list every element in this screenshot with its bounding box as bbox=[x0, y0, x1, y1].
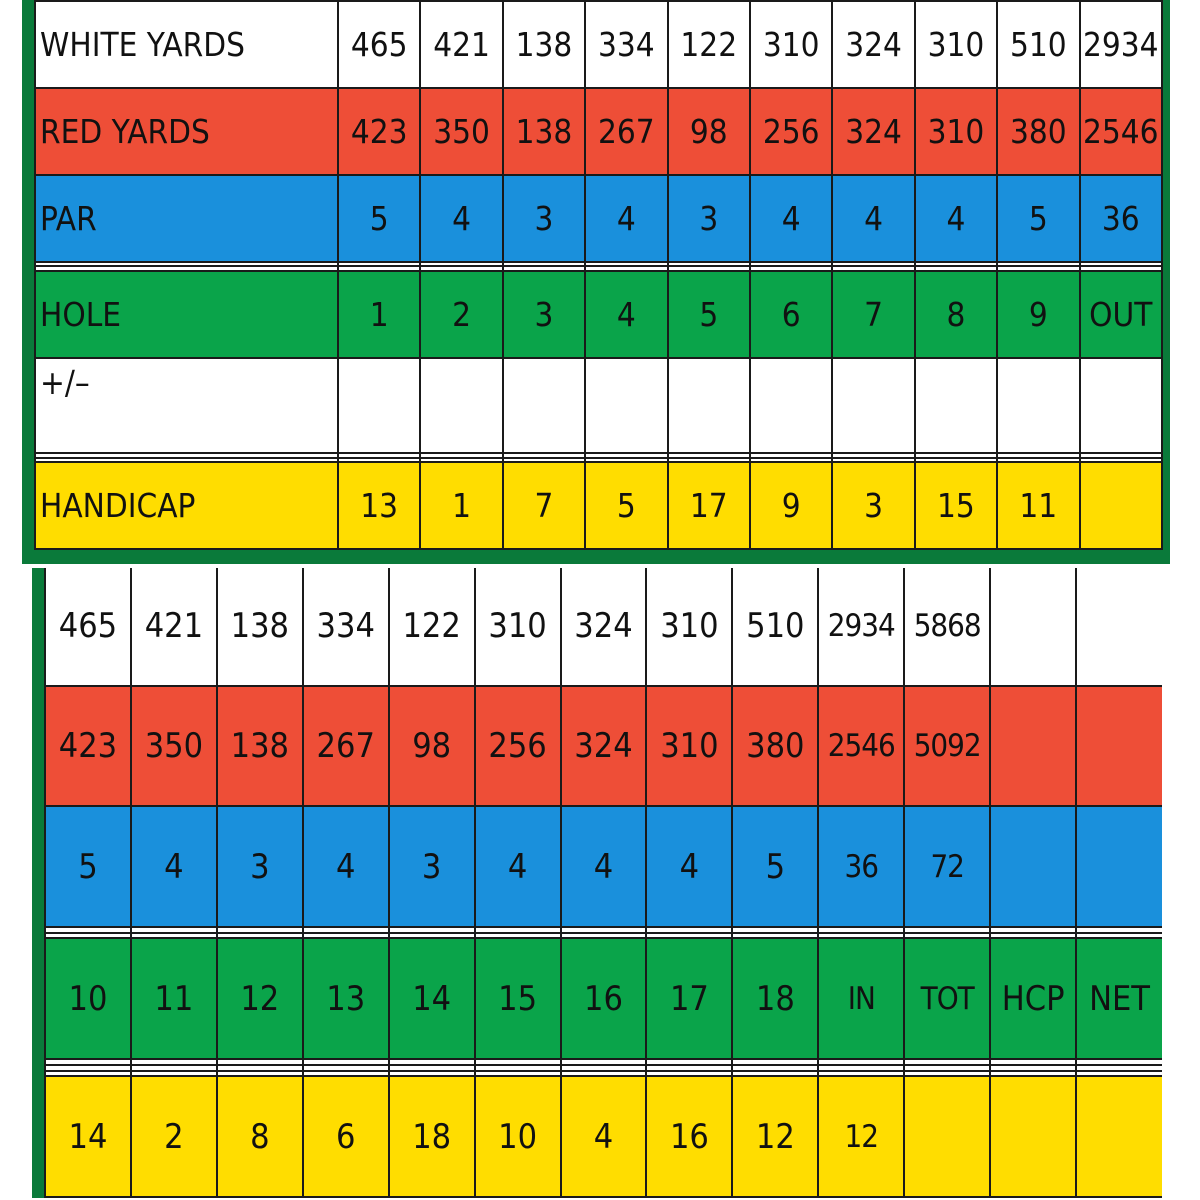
value-cell: 465 bbox=[45, 568, 131, 686]
value-cell: 310 bbox=[750, 1, 832, 88]
value-cell: 2 bbox=[420, 271, 502, 358]
value-cell: HCP bbox=[990, 938, 1076, 1059]
row-label: WHITE YARDS bbox=[35, 1, 338, 88]
value-cell: 9 bbox=[997, 271, 1079, 358]
value-cell: 98 bbox=[668, 88, 750, 175]
value-cell: 5092 bbox=[904, 686, 990, 807]
front-nine-scorecard bbox=[22, 0, 1170, 564]
value-cell: 4 bbox=[585, 271, 667, 358]
value-cell: 138 bbox=[503, 88, 585, 175]
value-cell: 4 bbox=[585, 175, 667, 262]
value-cell: 324 bbox=[832, 1, 914, 88]
score-cell[interactable] bbox=[915, 358, 997, 454]
score-cell[interactable] bbox=[338, 358, 420, 454]
value-cell bbox=[1076, 1076, 1162, 1197]
value-cell: 510 bbox=[997, 1, 1079, 88]
value-cell: 267 bbox=[303, 686, 389, 807]
value-cell: 3 bbox=[668, 175, 750, 262]
value-cell: 510 bbox=[732, 568, 818, 686]
value-cell: 1 bbox=[420, 462, 502, 549]
par-row bbox=[45, 806, 1162, 927]
value-cell: 12 bbox=[217, 938, 303, 1059]
value-cell: 380 bbox=[732, 686, 818, 807]
value-cell: 138 bbox=[503, 1, 585, 88]
value-cell: 6 bbox=[303, 1076, 389, 1197]
value-cell: 2546 bbox=[1080, 88, 1162, 175]
score-cell[interactable] bbox=[832, 358, 914, 454]
value-cell: 324 bbox=[561, 568, 647, 686]
value-cell bbox=[1076, 806, 1162, 927]
value-cell: 3 bbox=[832, 462, 914, 549]
value-cell: 4 bbox=[475, 806, 561, 927]
row-label: HOLE bbox=[35, 271, 338, 358]
value-cell: 4 bbox=[561, 1076, 647, 1197]
value-cell: 15 bbox=[915, 462, 997, 549]
value-cell: 4 bbox=[303, 806, 389, 927]
value-cell: 256 bbox=[750, 88, 832, 175]
value-cell: 334 bbox=[585, 1, 667, 88]
value-cell: 4 bbox=[131, 806, 217, 927]
back-nine-scorecard bbox=[32, 568, 1162, 1198]
red-yards-row bbox=[35, 88, 1162, 175]
par-row bbox=[35, 175, 1162, 262]
value-cell: 98 bbox=[389, 686, 475, 807]
value-cell: 4 bbox=[561, 806, 647, 927]
value-cell: 2546 bbox=[818, 686, 904, 807]
handicap-row bbox=[45, 1076, 1162, 1197]
value-cell: 16 bbox=[561, 938, 647, 1059]
row-label: HANDICAP bbox=[35, 462, 338, 549]
value-cell: 421 bbox=[131, 568, 217, 686]
value-cell: 14 bbox=[389, 938, 475, 1059]
score-cell[interactable] bbox=[420, 358, 502, 454]
front-nine-table bbox=[34, 0, 1163, 550]
value-cell: 8 bbox=[217, 1076, 303, 1197]
value-cell: 6 bbox=[750, 271, 832, 358]
value-cell: 310 bbox=[646, 686, 732, 807]
value-cell: 2934 bbox=[818, 568, 904, 686]
handicap-row bbox=[35, 462, 1162, 549]
value-cell: 5 bbox=[338, 175, 420, 262]
hole-row bbox=[45, 938, 1162, 1059]
value-cell: 310 bbox=[915, 1, 997, 88]
value-cell: 310 bbox=[915, 88, 997, 175]
value-cell: 4 bbox=[646, 806, 732, 927]
value-cell: 324 bbox=[832, 88, 914, 175]
value-cell: 36 bbox=[1080, 175, 1162, 262]
value-cell: 5 bbox=[45, 806, 131, 927]
value-cell: 13 bbox=[303, 938, 389, 1059]
value-cell bbox=[990, 806, 1076, 927]
value-cell: 7 bbox=[832, 271, 914, 358]
value-cell: 423 bbox=[338, 88, 420, 175]
value-cell: 16 bbox=[646, 1076, 732, 1197]
value-cell: 421 bbox=[420, 1, 502, 88]
value-cell bbox=[1076, 568, 1162, 686]
value-cell: 4 bbox=[750, 175, 832, 262]
value-cell: 5 bbox=[668, 271, 750, 358]
red-yards-row bbox=[45, 686, 1162, 807]
value-cell: NET bbox=[1076, 938, 1162, 1059]
value-cell: IN bbox=[818, 938, 904, 1059]
value-cell bbox=[1080, 462, 1162, 549]
value-cell: 72 bbox=[904, 806, 990, 927]
value-cell bbox=[990, 568, 1076, 686]
value-cell bbox=[990, 686, 1076, 807]
back-nine-table bbox=[44, 568, 1162, 1198]
value-cell: 350 bbox=[420, 88, 502, 175]
value-cell: 3 bbox=[503, 175, 585, 262]
value-cell: 3 bbox=[503, 271, 585, 358]
value-cell: 7 bbox=[503, 462, 585, 549]
score-cell[interactable] bbox=[750, 358, 832, 454]
value-cell: 1 bbox=[338, 271, 420, 358]
white-yards-row bbox=[35, 1, 1162, 88]
value-cell: 267 bbox=[585, 88, 667, 175]
value-cell: 310 bbox=[475, 568, 561, 686]
value-cell: 15 bbox=[475, 938, 561, 1059]
hole-row bbox=[35, 271, 1162, 358]
score-cell[interactable] bbox=[585, 358, 667, 454]
value-cell: OUT bbox=[1080, 271, 1162, 358]
value-cell: 5 bbox=[585, 462, 667, 549]
white-yards-row bbox=[45, 568, 1162, 686]
value-cell: 350 bbox=[131, 686, 217, 807]
row-label: PAR bbox=[35, 175, 338, 262]
value-cell: 12 bbox=[818, 1076, 904, 1197]
value-cell: 10 bbox=[475, 1076, 561, 1197]
value-cell bbox=[904, 1076, 990, 1197]
value-cell: 18 bbox=[389, 1076, 475, 1197]
value-cell: 310 bbox=[646, 568, 732, 686]
row-label: +/– bbox=[35, 358, 338, 454]
plus-minus-row bbox=[35, 358, 1162, 454]
value-cell: 122 bbox=[389, 568, 475, 686]
value-cell: TOT bbox=[904, 938, 990, 1059]
value-cell: 5 bbox=[997, 175, 1079, 262]
value-cell: 465 bbox=[338, 1, 420, 88]
score-cell[interactable] bbox=[668, 358, 750, 454]
value-cell: 4 bbox=[832, 175, 914, 262]
value-cell: 3 bbox=[217, 806, 303, 927]
value-cell: 5868 bbox=[904, 568, 990, 686]
value-cell: 11 bbox=[131, 938, 217, 1059]
value-cell: 380 bbox=[997, 88, 1079, 175]
value-cell: 2934 bbox=[1080, 1, 1162, 88]
value-cell bbox=[1076, 686, 1162, 807]
value-cell: 122 bbox=[668, 1, 750, 88]
value-cell bbox=[990, 1076, 1076, 1197]
row-label: RED YARDS bbox=[35, 88, 338, 175]
value-cell: 13 bbox=[338, 462, 420, 549]
score-cell[interactable] bbox=[997, 358, 1079, 454]
value-cell: 324 bbox=[561, 686, 647, 807]
score-cell[interactable] bbox=[503, 358, 585, 454]
value-cell: 423 bbox=[45, 686, 131, 807]
value-cell: 8 bbox=[915, 271, 997, 358]
value-cell: 12 bbox=[732, 1076, 818, 1197]
value-cell: 9 bbox=[750, 462, 832, 549]
value-cell: 17 bbox=[668, 462, 750, 549]
value-cell: 10 bbox=[45, 938, 131, 1059]
value-cell: 138 bbox=[217, 568, 303, 686]
value-cell: 256 bbox=[475, 686, 561, 807]
value-cell: 4 bbox=[420, 175, 502, 262]
value-cell: 334 bbox=[303, 568, 389, 686]
value-cell: 18 bbox=[732, 938, 818, 1059]
value-cell: 17 bbox=[646, 938, 732, 1059]
value-cell: 36 bbox=[818, 806, 904, 927]
value-cell: 2 bbox=[131, 1076, 217, 1197]
value-cell: 5 bbox=[732, 806, 818, 927]
score-cell[interactable] bbox=[1080, 358, 1162, 454]
value-cell: 138 bbox=[217, 686, 303, 807]
value-cell: 14 bbox=[45, 1076, 131, 1197]
value-cell: 3 bbox=[389, 806, 475, 927]
value-cell: 11 bbox=[997, 462, 1079, 549]
value-cell: 4 bbox=[915, 175, 997, 262]
